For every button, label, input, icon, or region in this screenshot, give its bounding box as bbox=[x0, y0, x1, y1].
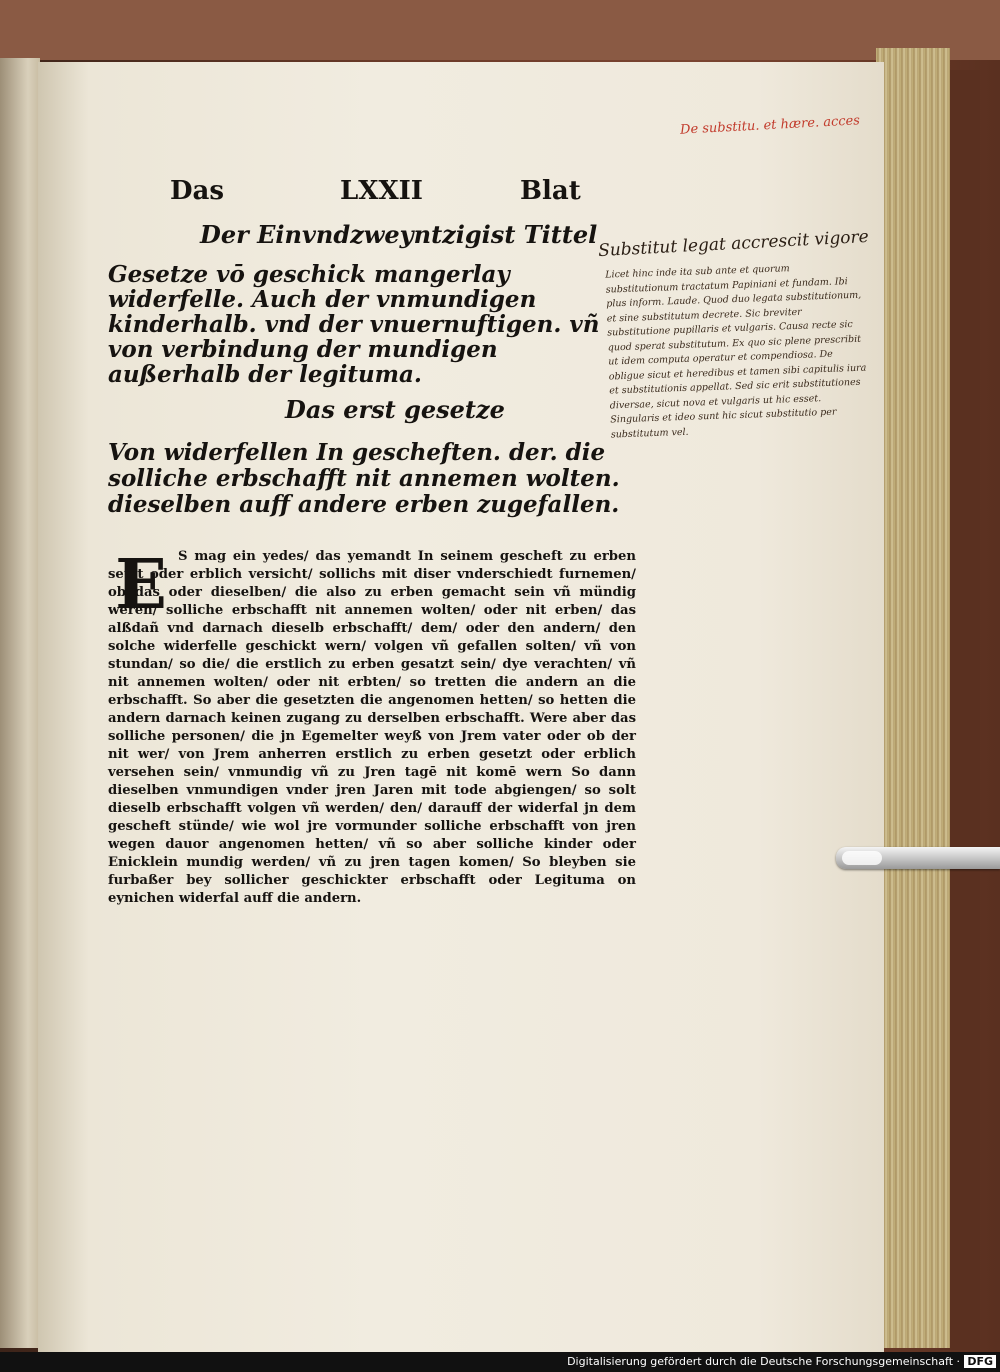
body-paragraph bbox=[108, 545, 636, 908]
footer-credit: Digitalisierung gefördert durch die Deutsche Forschungsgemeinschaft · bbox=[567, 1355, 960, 1368]
book-cover-top-edge bbox=[0, 0, 1000, 60]
lede-paragraph: Gesetze vō geschick mangerlay widerfelle. Auch der vnmundigen kinderhalb. vnd der vnuernuftigen. vñ von verbindung der mundigen außerhalb der legituma. bbox=[108, 261, 600, 388]
running-header bbox=[170, 176, 590, 216]
bookmark-highlight bbox=[842, 851, 882, 865]
marginal-note-heading: Substitut legat accrescit vigore bbox=[597, 226, 870, 262]
section-summary: Von widerfellen In gescheften. der. die solliche erbschafft nit annemen wolten. dieselben auff andere erben zugefallen. bbox=[108, 439, 620, 518]
footer-bar bbox=[0, 1352, 1000, 1372]
header-left: Das bbox=[170, 176, 225, 206]
marginal-note-body: Licet hinc inde ita sub ante et quorum substitutionum tractatum Papiniani et fundam. Ibi plus inform. Laude. Quod duo legata substitutionum, et sine substitutum decrete. Sic breviter substitutione pupillaris et vulgaris. Causa recte sic quod sperat substitutum. Ex quo sic plene prescribit ut idem computa operatur et compendiosa. De obligue sicut et heredibus et tamen sibi capitulis iura et substitutionis appellat. Sed sic erit substitutiones diversae, sicut nova et vulgaris ut hic esset. Singularis et ideo sunt hic sicut substitutio per substitutum vel. bbox=[605, 263, 867, 440]
facing-page-edge bbox=[0, 58, 40, 1348]
red-marginal-annotation: De substitu. et hære. acces bbox=[679, 113, 861, 138]
page-fore-edge bbox=[876, 48, 950, 1348]
initial-indent bbox=[108, 559, 178, 560]
dfg-logo: DFG bbox=[964, 1355, 996, 1368]
folio-number: LXXII bbox=[340, 176, 423, 206]
header-right: Blat bbox=[520, 176, 581, 206]
decorated-initial: E bbox=[115, 545, 167, 625]
body-text: S mag ein yedes/ das yemandt In seinem gescheft zu erben setzt oder erblich versicht/ sollichs mit diser vnderschiedt furnemen/ ob das oder dieselben/ die also zu erben gemacht sein vñ mündig weren/ solliche erbschafft nit annemen wolten/ oder nit erben/ das alßdañ vnd darnach dieselb erbschafft/ dem/ oder den andern/ den solche widerfelle geschickt wern/ volgen vñ gefallen solten/ vñ von stundan/ so die/ die erstlich zu erben gesatzt sein/ dye verachten/ vñ nit annemen wolten/ oder nit erbten/ so tretten die andern an die erbschafft. So aber die gesetzten die angenomen hetten/ so hetten die andern darnach keinen zugang zu derselben erbschafft. Were aber das solliche personen/ die jn Egemelter weyß von Jrem vater oder ob der nit wer/ von Jrem anherren erstlich zu erben gesetzt oder erblich versehen sein/ vnmundig vñ zu Jren tagē nit komē wern So dann dieselben vnmundigen vnder jren Jaren mit tode abgiengen/ so solt dieselb erbschafft volgen vñ werden/ den/ darauff der widerfal jn dem gescheft stünde/ wie wol jre vormunder solliche erbschafft von jren wegen dauor angenomen hetten/ vñ so aber solliche kinder oder Enicklein mundig werden/ vñ zu jren tagen komen/ So bleyben sie furbaßer bey sollicher geschickter erbschafft oder Legituma on eynichen widerfal auff die andern. bbox=[108, 549, 636, 906]
title-line: Der Einvndzweyntzigist Tittel bbox=[200, 220, 598, 249]
subheading: Das erst gesetze bbox=[285, 395, 505, 424]
